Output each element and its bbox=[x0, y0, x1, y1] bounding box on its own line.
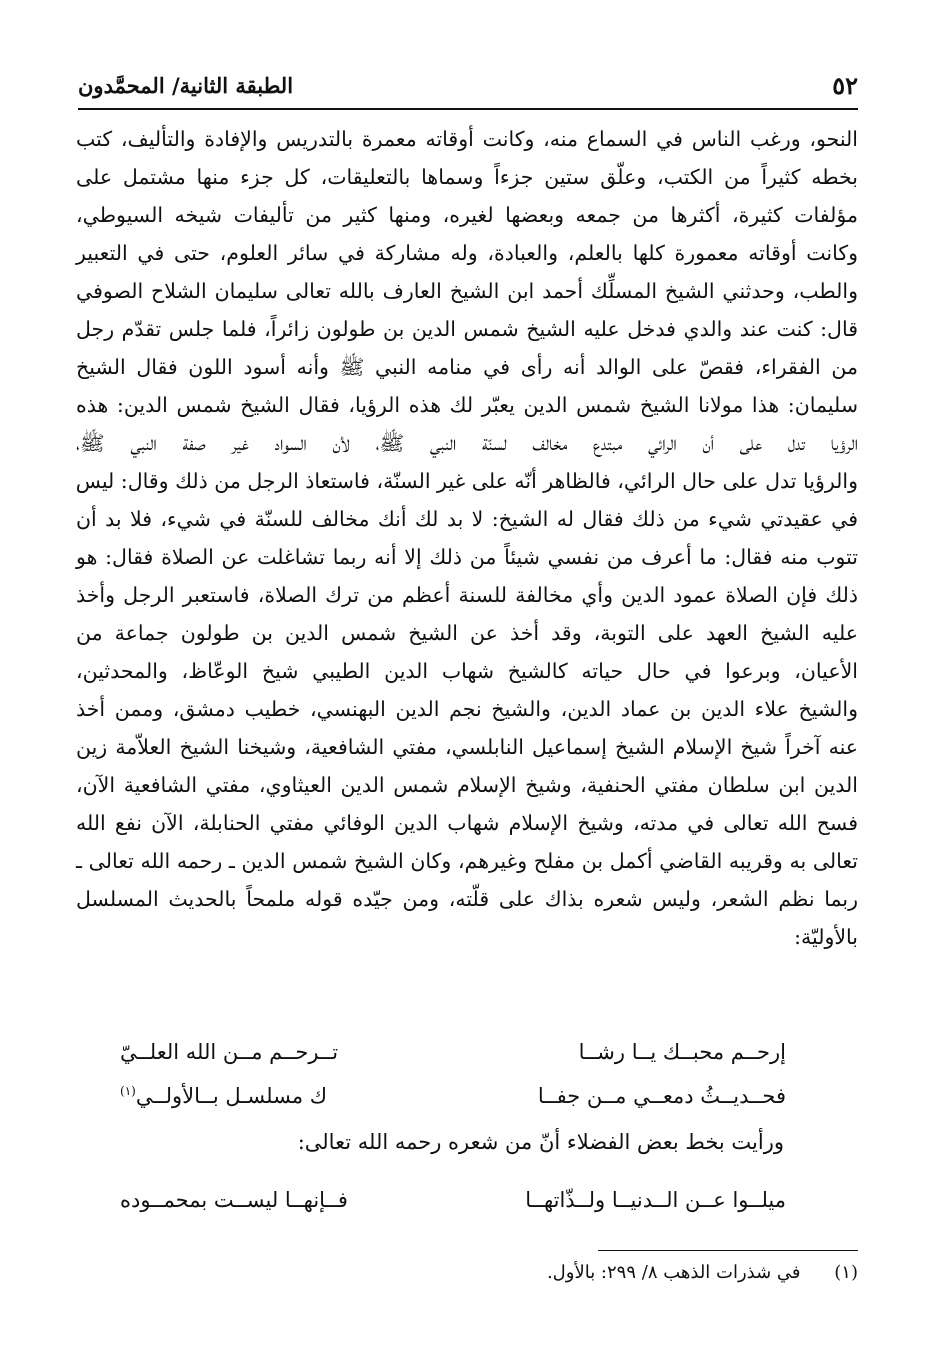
body-line: عليه الشيخ العهد على التوبة، وقد أخذ عن الشيخ شمس الدين بن طولون جماعة من bbox=[76, 621, 858, 645]
body-line: والشيخ علاء الدين بن عماد الدين، والشيخ نجم الدين البهنسي، خطيب دمشق، وممن أخذ bbox=[76, 697, 858, 721]
body-line: تتوب منه فقال: ما أعرف من نفسي شيئاً من ذلك إلا أنه ربما تشاغلت عن الصلاة فقال: هو bbox=[76, 545, 858, 569]
body-line: ربما نظم الشعر، وليس شعره بذاك على قلّته، ومن جيّده قوله ملمحاً بالحديث المسلسل bbox=[76, 887, 858, 911]
verse-first-hemistich: إرحــم محبــك يــا رشــا bbox=[578, 1040, 786, 1064]
body-line: تعالى به وقريبه القاضي أكمل بن مفلح وغيرهم، وكان الشيخ شمس الدين ـ رحمه الله تعالى ـ bbox=[76, 849, 858, 873]
verse-second-hemistich: تــرحــم مــن الله العلــيّ bbox=[120, 1040, 339, 1064]
verse-first-hemistich: فحــديــثُ دمعــي مــن جفــا bbox=[537, 1084, 786, 1108]
footnote-reference: (١) bbox=[120, 1084, 136, 1098]
poem-block-1 bbox=[120, 1030, 786, 1118]
body-line: وكانت أوقاته معمورة كلها بالعلم، والعبادة، وله مشاركة في سائر العلوم، حتى في التعبير bbox=[76, 241, 858, 265]
body-line: من الفقراء، فقصّ على الوالد أنه رأى في منامه النبي ﷺ وأنه أسود اللون فقال الشيخ bbox=[76, 355, 858, 379]
verse-first-hemistich: ميلــوا عــن الــدنيــا ولــذّاتهــا bbox=[525, 1188, 786, 1212]
body-line: الدين ابن سلطان مفتي الحنفية، وشيخ الإسلام شمس الدين العيثاوي، مفتي الشافعية الآن، bbox=[76, 773, 858, 797]
body-line: الأعيان، وبرعوا في حال حياته كالشيخ شهاب الدين الطيبي شيخ الوعّاظ، والمحدثين، bbox=[76, 659, 858, 683]
poem-block-2 bbox=[120, 1178, 786, 1222]
footnote-text: في شذرات الذهب ٨/ ٢٩٩: بالأول. bbox=[546, 1262, 801, 1283]
poem-intro-line: ورأيت بخط بعض الفضلاء أنّ من شعره رحمه الله تعالى: bbox=[297, 1130, 784, 1154]
body-line: سليمان: هذا مولانا الشيخ شمس الدين يعبّر لك هذه الرؤيا، فقال الشيخ شمس الدين: هذه bbox=[76, 393, 858, 417]
body-text bbox=[76, 120, 858, 956]
running-title: الطبقة الثانية/ المحمَّدون bbox=[78, 72, 294, 98]
body-line: فسح الله تعالى في مدته، وشيخ الإسلام شهاب الدين الوفائي مفتي الحنابلة، الآن نفع الله bbox=[76, 811, 858, 835]
page-header bbox=[78, 62, 858, 110]
body-line: النحو، ورغب الناس في السماع منه، وكانت أوقاته معمرة بالتدريس والإفادة والتأليف، كتب bbox=[76, 127, 858, 151]
verse-second-text: ك مسلسـل بــالأولــي bbox=[135, 1084, 328, 1108]
poem-verse bbox=[120, 1074, 786, 1118]
verse-second-hemistich: فــإنهــا ليســت بمحمــوده bbox=[120, 1188, 348, 1212]
page-number: ٥٢ bbox=[832, 70, 858, 100]
poem-verse bbox=[120, 1178, 786, 1222]
body-paragraph bbox=[76, 120, 858, 956]
footnote bbox=[547, 1262, 858, 1283]
body-line: في عقيدتي شيء من ذلك فقال له الشيخ: لا بد لك أنك مخالف للسنّة في شيء، فلا بد أن bbox=[76, 507, 858, 531]
body-line: ذلك فإن الصلاة عمود الدين وأي مخالفة للسنة أعظم من ترك الصلاة، فاستعبر الرجل وأخذ bbox=[76, 583, 858, 607]
body-line: والرؤيا تدل على حال الرائي، فالظاهر أنّه على غير السنّة، فاستعاذ الرجل من ذلك وقال: ليس bbox=[75, 469, 858, 493]
poem-verse bbox=[120, 1030, 786, 1074]
body-line: بالأوليّة: bbox=[794, 925, 858, 949]
body-line: عنه آخراً شيخ الإسلام الشيخ إسماعيل النابلسي، مفتي الشافعية، وشيخنا الشيخ العلاّمة زين bbox=[76, 735, 858, 759]
body-line: بخطه كثيراً من الكتب، وعلّق ستين جزءاً وسماها بالتعليقات، كل جزء منها مشتمل على bbox=[76, 165, 858, 189]
body-line: والطب، وحدثني الشيخ المسلِّك أحمد ابن الشيخ العارف بالله تعالى سليمان الشلاح الصوفي bbox=[76, 279, 858, 303]
footnote-number: (١) bbox=[834, 1262, 858, 1283]
body-line: الرؤيا تدل على أن الرائي مبتدع مخالف لسنّة النبي ﷺ، لأن السواد غير صفة النبي ﷺ، bbox=[76, 431, 858, 455]
footnote-divider bbox=[598, 1250, 858, 1251]
verse-second-hemistich bbox=[120, 1084, 327, 1108]
body-line: مؤلفات كثيرة، أكثرها من جمعه وبعضها لغيره، ومنها كثير من تأليفات شيخه السيوطي، bbox=[76, 203, 858, 227]
body-line: قال: كنت عند والدي فدخل عليه الشيخ شمس الدين بن طولون زائراً، فلما جلس تقدّم رجل bbox=[76, 317, 858, 341]
